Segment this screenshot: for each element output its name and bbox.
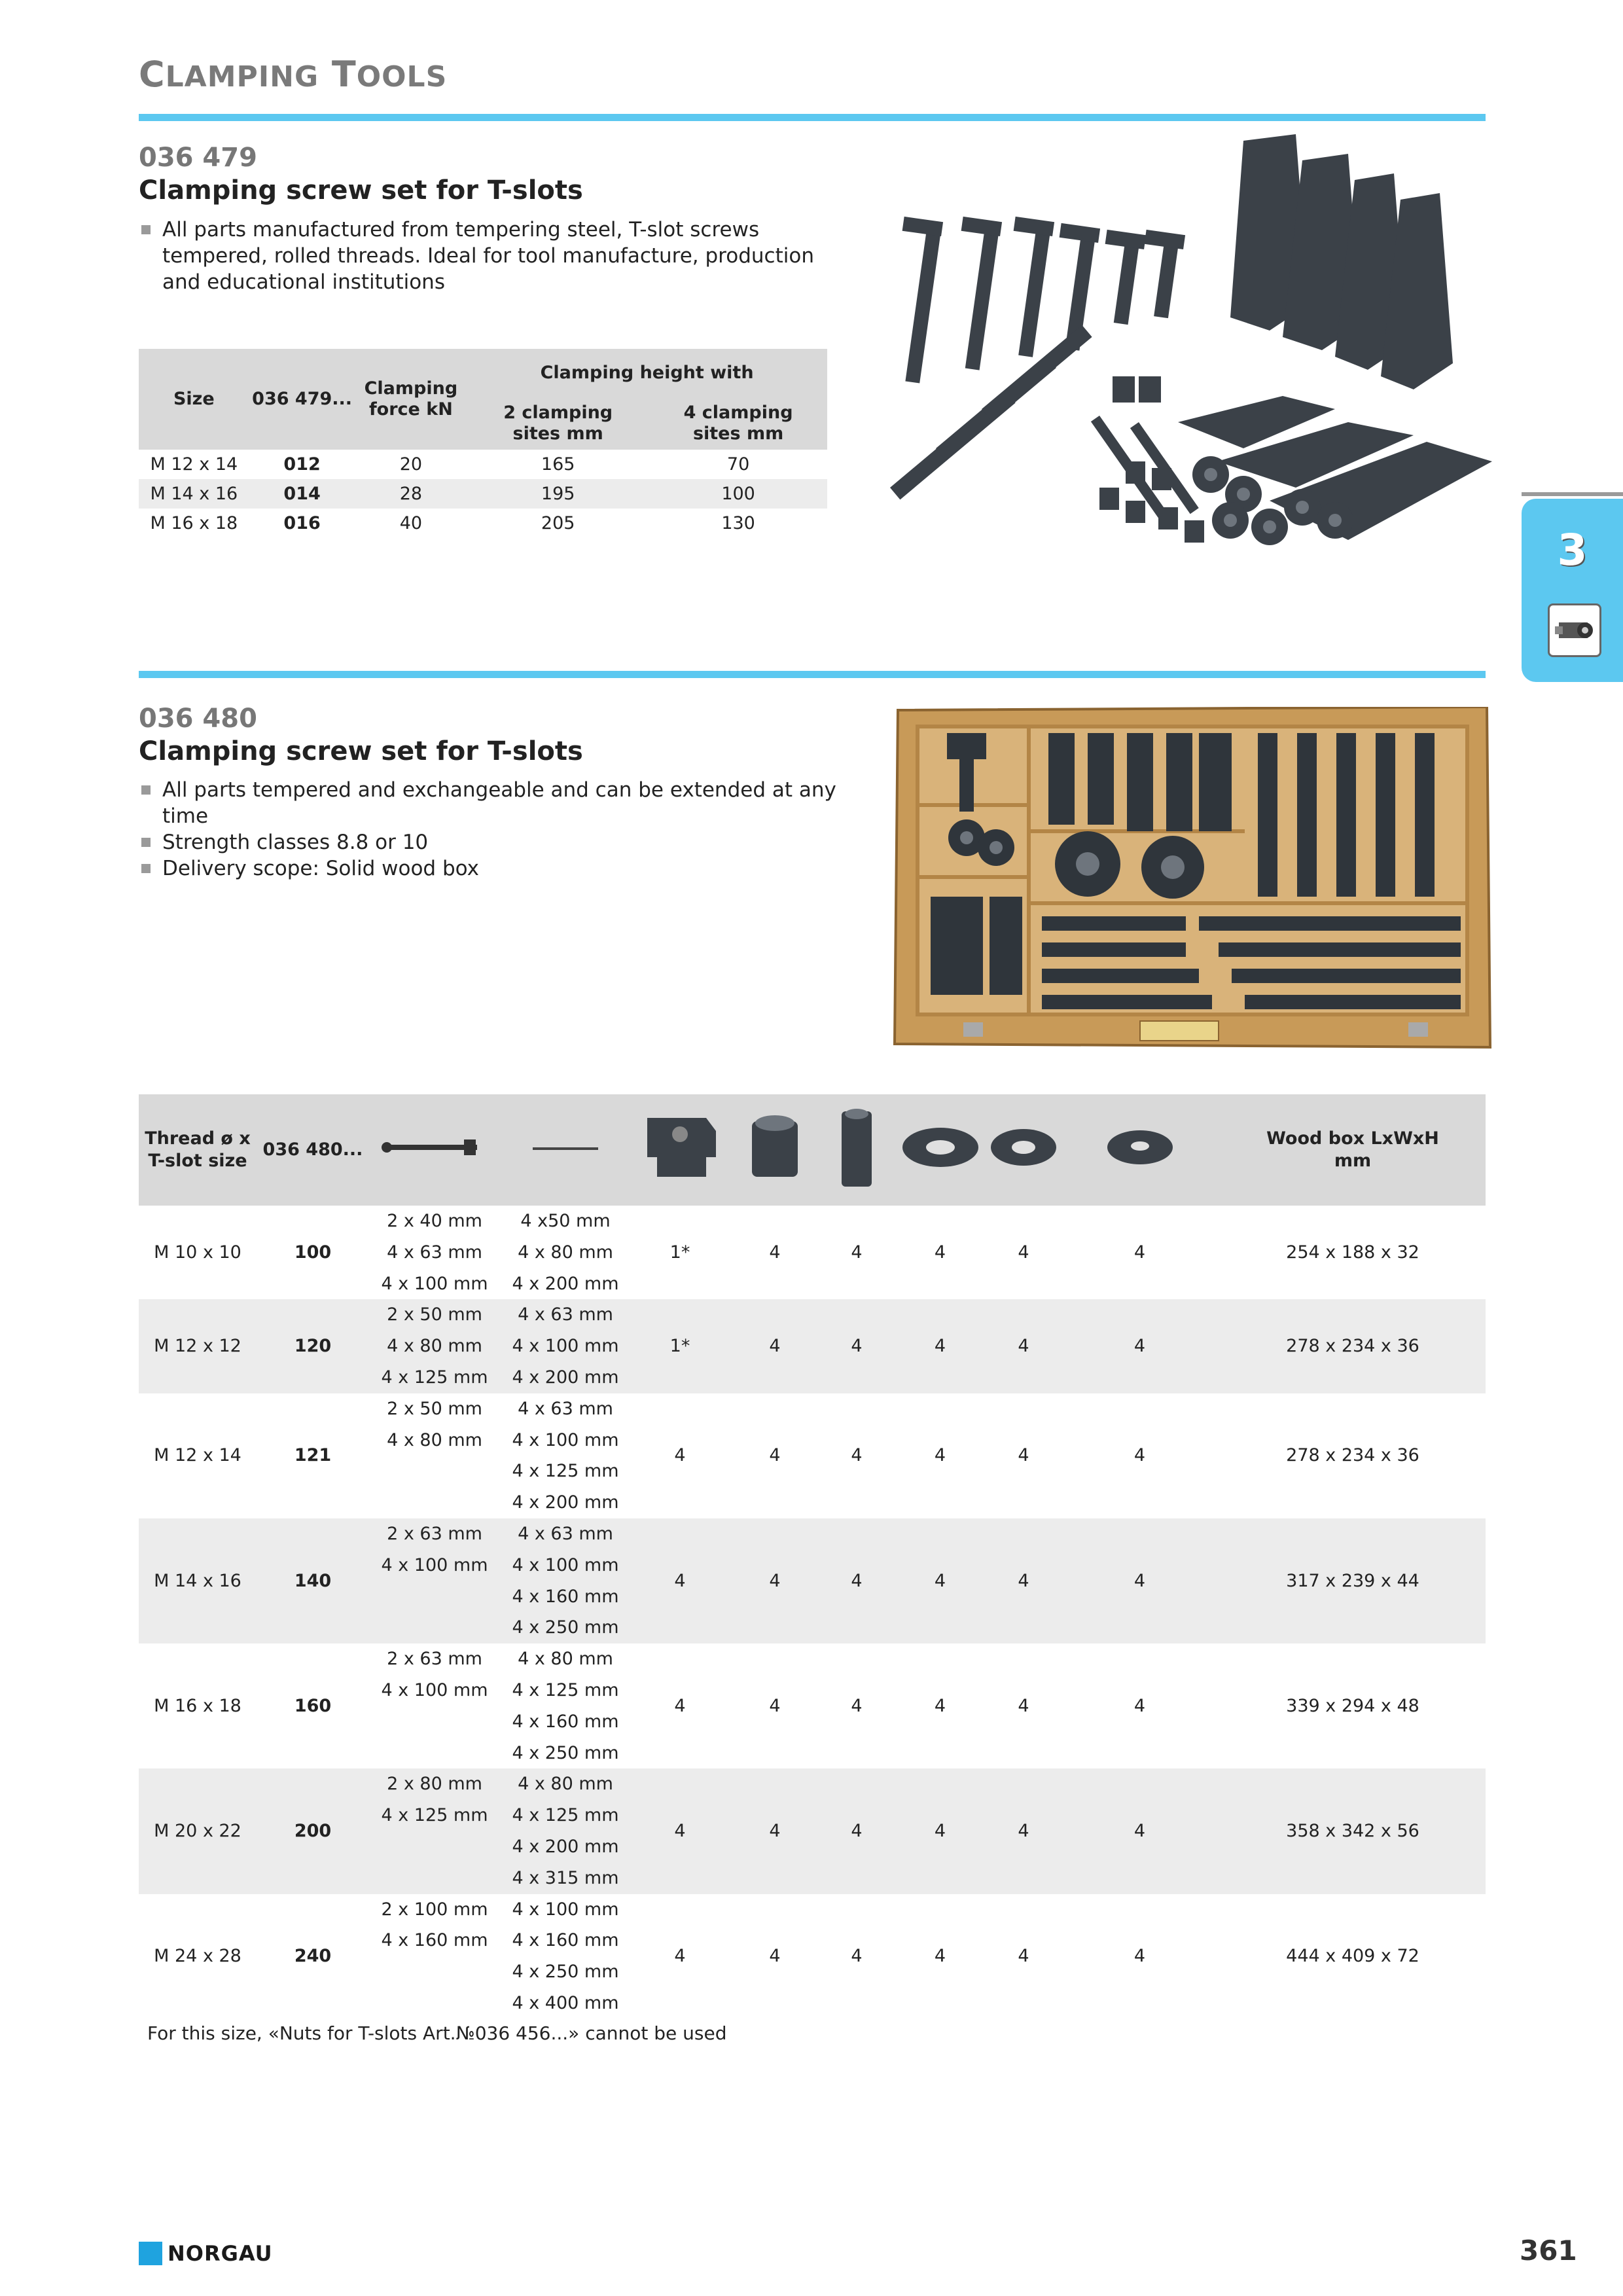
screw-size: 4 x 100 mm bbox=[381, 1679, 488, 1700]
clamping-set-photo bbox=[877, 134, 1492, 592]
section-title: Clamping screw set for T-slots bbox=[139, 175, 583, 206]
page-title: CLAMPING TOOLS bbox=[139, 54, 448, 95]
screw-size: 4 x 125 mm bbox=[381, 1805, 488, 1826]
cell-wood-box: 358 x 342 x 56 bbox=[1220, 1768, 1486, 1893]
col-header-washer bbox=[893, 1094, 988, 1206]
cell-flange-nut: 4 bbox=[729, 1768, 821, 1893]
cell-four-sites: 130 bbox=[721, 513, 755, 533]
cell-washer-2: 4 bbox=[1018, 1445, 1029, 1466]
brand-logo-icon bbox=[139, 2242, 162, 2265]
wood-box-photo bbox=[891, 707, 1493, 1050]
cell-code: 160 bbox=[294, 1695, 332, 1716]
stud-size: 4 x 100 mm bbox=[512, 1429, 619, 1450]
flange-nut-icon bbox=[742, 1111, 808, 1183]
article-number: 036 479 bbox=[139, 143, 257, 173]
table-row bbox=[139, 1299, 1486, 1393]
cell-coupling-nut: 4 bbox=[821, 1518, 893, 1643]
stud-size: 4 x 100 mm bbox=[512, 1336, 619, 1357]
cell-force: 28 bbox=[355, 479, 467, 509]
cell-washer-2: 4 bbox=[988, 1299, 1060, 1393]
screw-size: 2 x 63 mm bbox=[387, 1523, 482, 1544]
cell-studs bbox=[500, 1643, 631, 1768]
screw-size bbox=[369, 1487, 500, 1518]
stud-size: 4 x 200 mm bbox=[512, 1492, 619, 1513]
col-header-flange-nut bbox=[729, 1094, 821, 1206]
cell-screws bbox=[369, 1299, 500, 1393]
cell-code: 014 bbox=[249, 479, 355, 509]
cell-flat-washer: 4 bbox=[1060, 1518, 1220, 1643]
cell-t-nut: 4 bbox=[674, 1946, 686, 1967]
col-header-code: 036 479... bbox=[249, 349, 355, 450]
cell-studs bbox=[500, 1393, 631, 1518]
cell-washer: 4 bbox=[893, 1518, 988, 1643]
stud-size: 4 x 125 mm bbox=[512, 1679, 619, 1700]
page-number: 361 bbox=[1520, 2234, 1577, 2267]
chapter-number: 3 bbox=[1557, 525, 1588, 575]
article-number: 036 480 bbox=[139, 704, 257, 734]
cell-t-nut: 1* bbox=[669, 1242, 690, 1263]
screw-size: 4 x 100 mm bbox=[381, 1554, 488, 1575]
cell-coupling-nut: 4 bbox=[851, 1946, 863, 1967]
cell-wood-box: 254 x 188 x 32 bbox=[1286, 1242, 1419, 1263]
col-header-wood-box: Wood box LxWxH mm bbox=[1220, 1094, 1486, 1206]
side-tab-accent bbox=[1522, 492, 1623, 496]
cell-screws bbox=[369, 1768, 500, 1893]
cell-coupling-nut: 4 bbox=[821, 1299, 893, 1393]
feature-item: Strength classes 8.8 or 10 bbox=[139, 829, 859, 855]
cell-studs bbox=[500, 1299, 631, 1393]
screw-size bbox=[369, 1863, 500, 1894]
stud-size: 4 x 160 mm bbox=[512, 1711, 619, 1732]
cell-code: 012 bbox=[283, 454, 321, 475]
screw-size bbox=[369, 1612, 500, 1643]
cell-coupling-nut: 4 bbox=[851, 1695, 863, 1716]
screw-size bbox=[369, 1581, 500, 1613]
cell-t-nut: 1* bbox=[631, 1299, 729, 1393]
screw-size: 2 x 50 mm bbox=[387, 1304, 482, 1325]
header-divider bbox=[139, 114, 1486, 121]
screw-size bbox=[369, 1956, 500, 1988]
screw-size: 2 x 80 mm bbox=[387, 1774, 482, 1795]
cell-washer: 4 bbox=[934, 1946, 946, 1967]
cell-four-sites: 70 bbox=[726, 454, 750, 475]
stud-size: 4 x 100 mm bbox=[512, 1899, 619, 1920]
screw-size: 4 x 125 mm bbox=[381, 1367, 488, 1388]
clamp-tool-icon bbox=[1548, 603, 1601, 657]
threaded-stud-icon bbox=[529, 1142, 601, 1155]
cell-code: 121 bbox=[294, 1445, 332, 1466]
cell-thread: M 14 x 16 bbox=[139, 1518, 257, 1643]
cell-code: 120 bbox=[257, 1299, 369, 1393]
table-row bbox=[139, 509, 827, 538]
table-row bbox=[139, 479, 827, 509]
cell-washer-2: 4 bbox=[988, 1518, 1060, 1643]
table-row bbox=[139, 1768, 1486, 1893]
stud-size: 4 x 80 mm bbox=[518, 1242, 613, 1263]
screw-size bbox=[369, 1988, 500, 2019]
brand-name: NORGAU bbox=[168, 2241, 273, 2266]
cell-washer: 4 bbox=[934, 1445, 946, 1466]
cell-size: M 12 x 14 bbox=[150, 454, 238, 475]
cell-flange-nut: 4 bbox=[729, 1518, 821, 1643]
stud-size: 4 x 250 mm bbox=[512, 1617, 619, 1638]
cell-flange-nut: 4 bbox=[769, 1946, 781, 1967]
stud-size: 4 x 160 mm bbox=[512, 1586, 619, 1607]
col-header-stud bbox=[500, 1094, 631, 1206]
cell-wood-box: 278 x 234 x 36 bbox=[1286, 1445, 1419, 1466]
spec-table bbox=[139, 349, 827, 538]
cell-t-nut: 4 bbox=[674, 1445, 686, 1466]
coupling-nut-icon bbox=[834, 1105, 880, 1190]
feature-item: Delivery scope: Solid wood box bbox=[139, 855, 859, 882]
stud-size: 4 x 63 mm bbox=[518, 1523, 613, 1544]
cell-screws bbox=[369, 1393, 500, 1518]
screw-size: 2 x 40 mm bbox=[387, 1211, 482, 1231]
cell-flat-washer: 4 bbox=[1133, 1695, 1146, 1716]
cell-washer-2: 4 bbox=[988, 1768, 1060, 1893]
cell-screws bbox=[369, 1894, 500, 2019]
cell-force: 40 bbox=[399, 513, 423, 533]
chapter-tab[interactable] bbox=[1522, 499, 1623, 682]
cell-thread: M 20 x 22 bbox=[139, 1768, 257, 1893]
screw-size bbox=[369, 1738, 500, 1769]
cell-flat-washer: 4 bbox=[1060, 1299, 1220, 1393]
cell-code: 240 bbox=[294, 1946, 332, 1967]
feature-list bbox=[139, 777, 859, 882]
cell-four-sites: 100 bbox=[649, 479, 827, 509]
stud-size: 4 x 250 mm bbox=[512, 1742, 619, 1763]
stud-size: 4 x 400 mm bbox=[512, 1992, 619, 2013]
col-header-code: 036 480... bbox=[257, 1094, 369, 1206]
cell-washer: 4 bbox=[893, 1768, 988, 1893]
cell-washer-2: 4 bbox=[1018, 1242, 1029, 1263]
cell-size: M 14 x 16 bbox=[139, 479, 249, 509]
stud-size: 4 x 100 mm bbox=[512, 1554, 619, 1575]
col-header-washer-2 bbox=[988, 1094, 1060, 1206]
cell-size: M 16 x 18 bbox=[150, 513, 238, 533]
cell-coupling-nut: 4 bbox=[851, 1242, 863, 1263]
cell-coupling-nut: 4 bbox=[821, 1768, 893, 1893]
stud-size: 4 x 80 mm bbox=[518, 1774, 613, 1795]
flat-washer-icon bbox=[1104, 1121, 1176, 1174]
cell-washer-2: 4 bbox=[1018, 1695, 1029, 1716]
feature-item: All parts manufactured from tempering steel, T-slot screws tempered, rolled threads. Ideal for tool manufacture, production and educational institutions bbox=[139, 217, 819, 295]
cell-wood-box: 339 x 294 x 48 bbox=[1286, 1695, 1419, 1716]
table-row bbox=[139, 450, 827, 479]
cell-t-nut: 4 bbox=[631, 1768, 729, 1893]
stud-size: 4 x 125 mm bbox=[512, 1805, 619, 1826]
cell-screws bbox=[369, 1518, 500, 1643]
col-header-force: Clamping force kN bbox=[355, 349, 467, 450]
stud-size: 4 x 200 mm bbox=[512, 1273, 619, 1294]
cell-flat-washer: 4 bbox=[1133, 1242, 1146, 1263]
stud-size: 4 x 63 mm bbox=[518, 1304, 613, 1325]
table-row bbox=[139, 1393, 1486, 1518]
col-header-two-sites: 2 clamping sites mm bbox=[467, 397, 649, 450]
screw-size bbox=[369, 1831, 500, 1863]
section-title: Clamping screw set for T-slots bbox=[139, 736, 583, 766]
screw-size: 4 x 100 mm bbox=[381, 1273, 488, 1294]
cell-flat-washer: 4 bbox=[1133, 1445, 1146, 1466]
stud-size: 4 x 200 mm bbox=[512, 1367, 619, 1388]
cell-washer-2: 4 bbox=[1018, 1946, 1029, 1967]
t-bolt-icon bbox=[379, 1134, 490, 1160]
cell-studs bbox=[500, 1894, 631, 2019]
stud-size: 4 x 200 mm bbox=[512, 1836, 619, 1857]
col-header-thread: Thread ø x T-slot size bbox=[139, 1094, 257, 1206]
col-header-screw bbox=[369, 1094, 500, 1206]
feature-list bbox=[139, 217, 819, 295]
screw-size bbox=[369, 1706, 500, 1738]
cell-flange-nut: 4 bbox=[769, 1445, 781, 1466]
cell-code: 140 bbox=[257, 1518, 369, 1643]
cell-studs bbox=[500, 1768, 631, 1893]
cell-t-nut: 4 bbox=[674, 1695, 686, 1716]
cell-flange-nut: 4 bbox=[729, 1299, 821, 1393]
stud-size: 4 x 125 mm bbox=[512, 1461, 619, 1482]
cell-thread: M 16 x 18 bbox=[154, 1695, 241, 1716]
cell-code: 200 bbox=[257, 1768, 369, 1893]
screw-size bbox=[369, 1456, 500, 1487]
screw-size: 2 x 63 mm bbox=[387, 1649, 482, 1670]
cell-t-nut: 4 bbox=[631, 1518, 729, 1643]
stud-size: 4 x 63 mm bbox=[518, 1398, 613, 1419]
cell-two-sites: 205 bbox=[541, 513, 575, 533]
feature-item: All parts tempered and exchangeable and can be extended at any time bbox=[139, 777, 859, 829]
stud-size: 4 x 250 mm bbox=[512, 1962, 619, 1982]
cell-washer: 4 bbox=[893, 1299, 988, 1393]
cell-thread: M 24 x 28 bbox=[154, 1946, 241, 1967]
cell-flange-nut: 4 bbox=[769, 1242, 781, 1263]
cell-coupling-nut: 4 bbox=[851, 1445, 863, 1466]
cell-screws bbox=[369, 1206, 500, 1299]
stud-size: 4 x 160 mm bbox=[512, 1930, 619, 1951]
footnote: For this size, «Nuts for T-slots Art.№036 456...» cannot be used bbox=[147, 2022, 727, 2044]
col-header-coupling-nut bbox=[821, 1094, 893, 1206]
cell-studs bbox=[500, 1518, 631, 1643]
cell-washer: 4 bbox=[934, 1242, 946, 1263]
cell-studs bbox=[500, 1206, 631, 1299]
screw-size: 2 x 100 mm bbox=[381, 1899, 488, 1920]
stud-size: 4 x 80 mm bbox=[518, 1649, 613, 1670]
stud-size: 4 x 315 mm bbox=[512, 1867, 619, 1888]
cell-flat-washer: 4 bbox=[1133, 1946, 1146, 1967]
table-row bbox=[139, 1643, 1486, 1768]
cell-code: 100 bbox=[294, 1242, 332, 1263]
spec-table bbox=[139, 1094, 1486, 2019]
table-row bbox=[139, 1518, 1486, 1643]
cell-flat-washer: 4 bbox=[1060, 1768, 1220, 1893]
col-header-flat-washer bbox=[1060, 1094, 1220, 1206]
screw-size: 4 x 80 mm bbox=[387, 1336, 482, 1357]
table-row bbox=[139, 1894, 1486, 2019]
cell-code: 016 bbox=[283, 513, 321, 533]
screw-size: 2 x 50 mm bbox=[387, 1398, 482, 1419]
section-divider bbox=[139, 671, 1486, 678]
conical-washer-icon bbox=[988, 1121, 1060, 1174]
screw-size: 4 x 160 mm bbox=[381, 1930, 488, 1951]
cell-screws bbox=[369, 1643, 500, 1768]
stud-size: 4 x50 mm bbox=[520, 1211, 611, 1231]
screw-size: 4 x 80 mm bbox=[387, 1429, 482, 1450]
col-header-four-sites: 4 clamping sites mm bbox=[649, 397, 827, 450]
cell-force: 20 bbox=[399, 454, 423, 475]
col-header-t-nut bbox=[631, 1094, 729, 1206]
cell-wood-box: 317 x 239 x 44 bbox=[1220, 1518, 1486, 1643]
cell-thread: M 12 x 12 bbox=[139, 1299, 257, 1393]
cell-thread: M 10 x 10 bbox=[154, 1242, 241, 1263]
cell-thread: M 12 x 14 bbox=[154, 1445, 241, 1466]
cell-two-sites: 165 bbox=[541, 454, 575, 475]
cell-wood-box: 278 x 234 x 36 bbox=[1220, 1299, 1486, 1393]
cell-washer: 4 bbox=[934, 1695, 946, 1716]
cell-two-sites: 195 bbox=[467, 479, 649, 509]
spherical-washer-icon bbox=[898, 1121, 983, 1174]
t-slot-nut-icon bbox=[634, 1111, 726, 1183]
table-row bbox=[139, 1206, 1486, 1299]
cell-wood-box: 444 x 409 x 72 bbox=[1286, 1946, 1419, 1967]
screw-size: 4 x 63 mm bbox=[387, 1242, 482, 1263]
col-header-size: Size bbox=[139, 349, 249, 450]
cell-flange-nut: 4 bbox=[769, 1695, 781, 1716]
col-header-height-group: Clamping height with bbox=[467, 349, 827, 397]
